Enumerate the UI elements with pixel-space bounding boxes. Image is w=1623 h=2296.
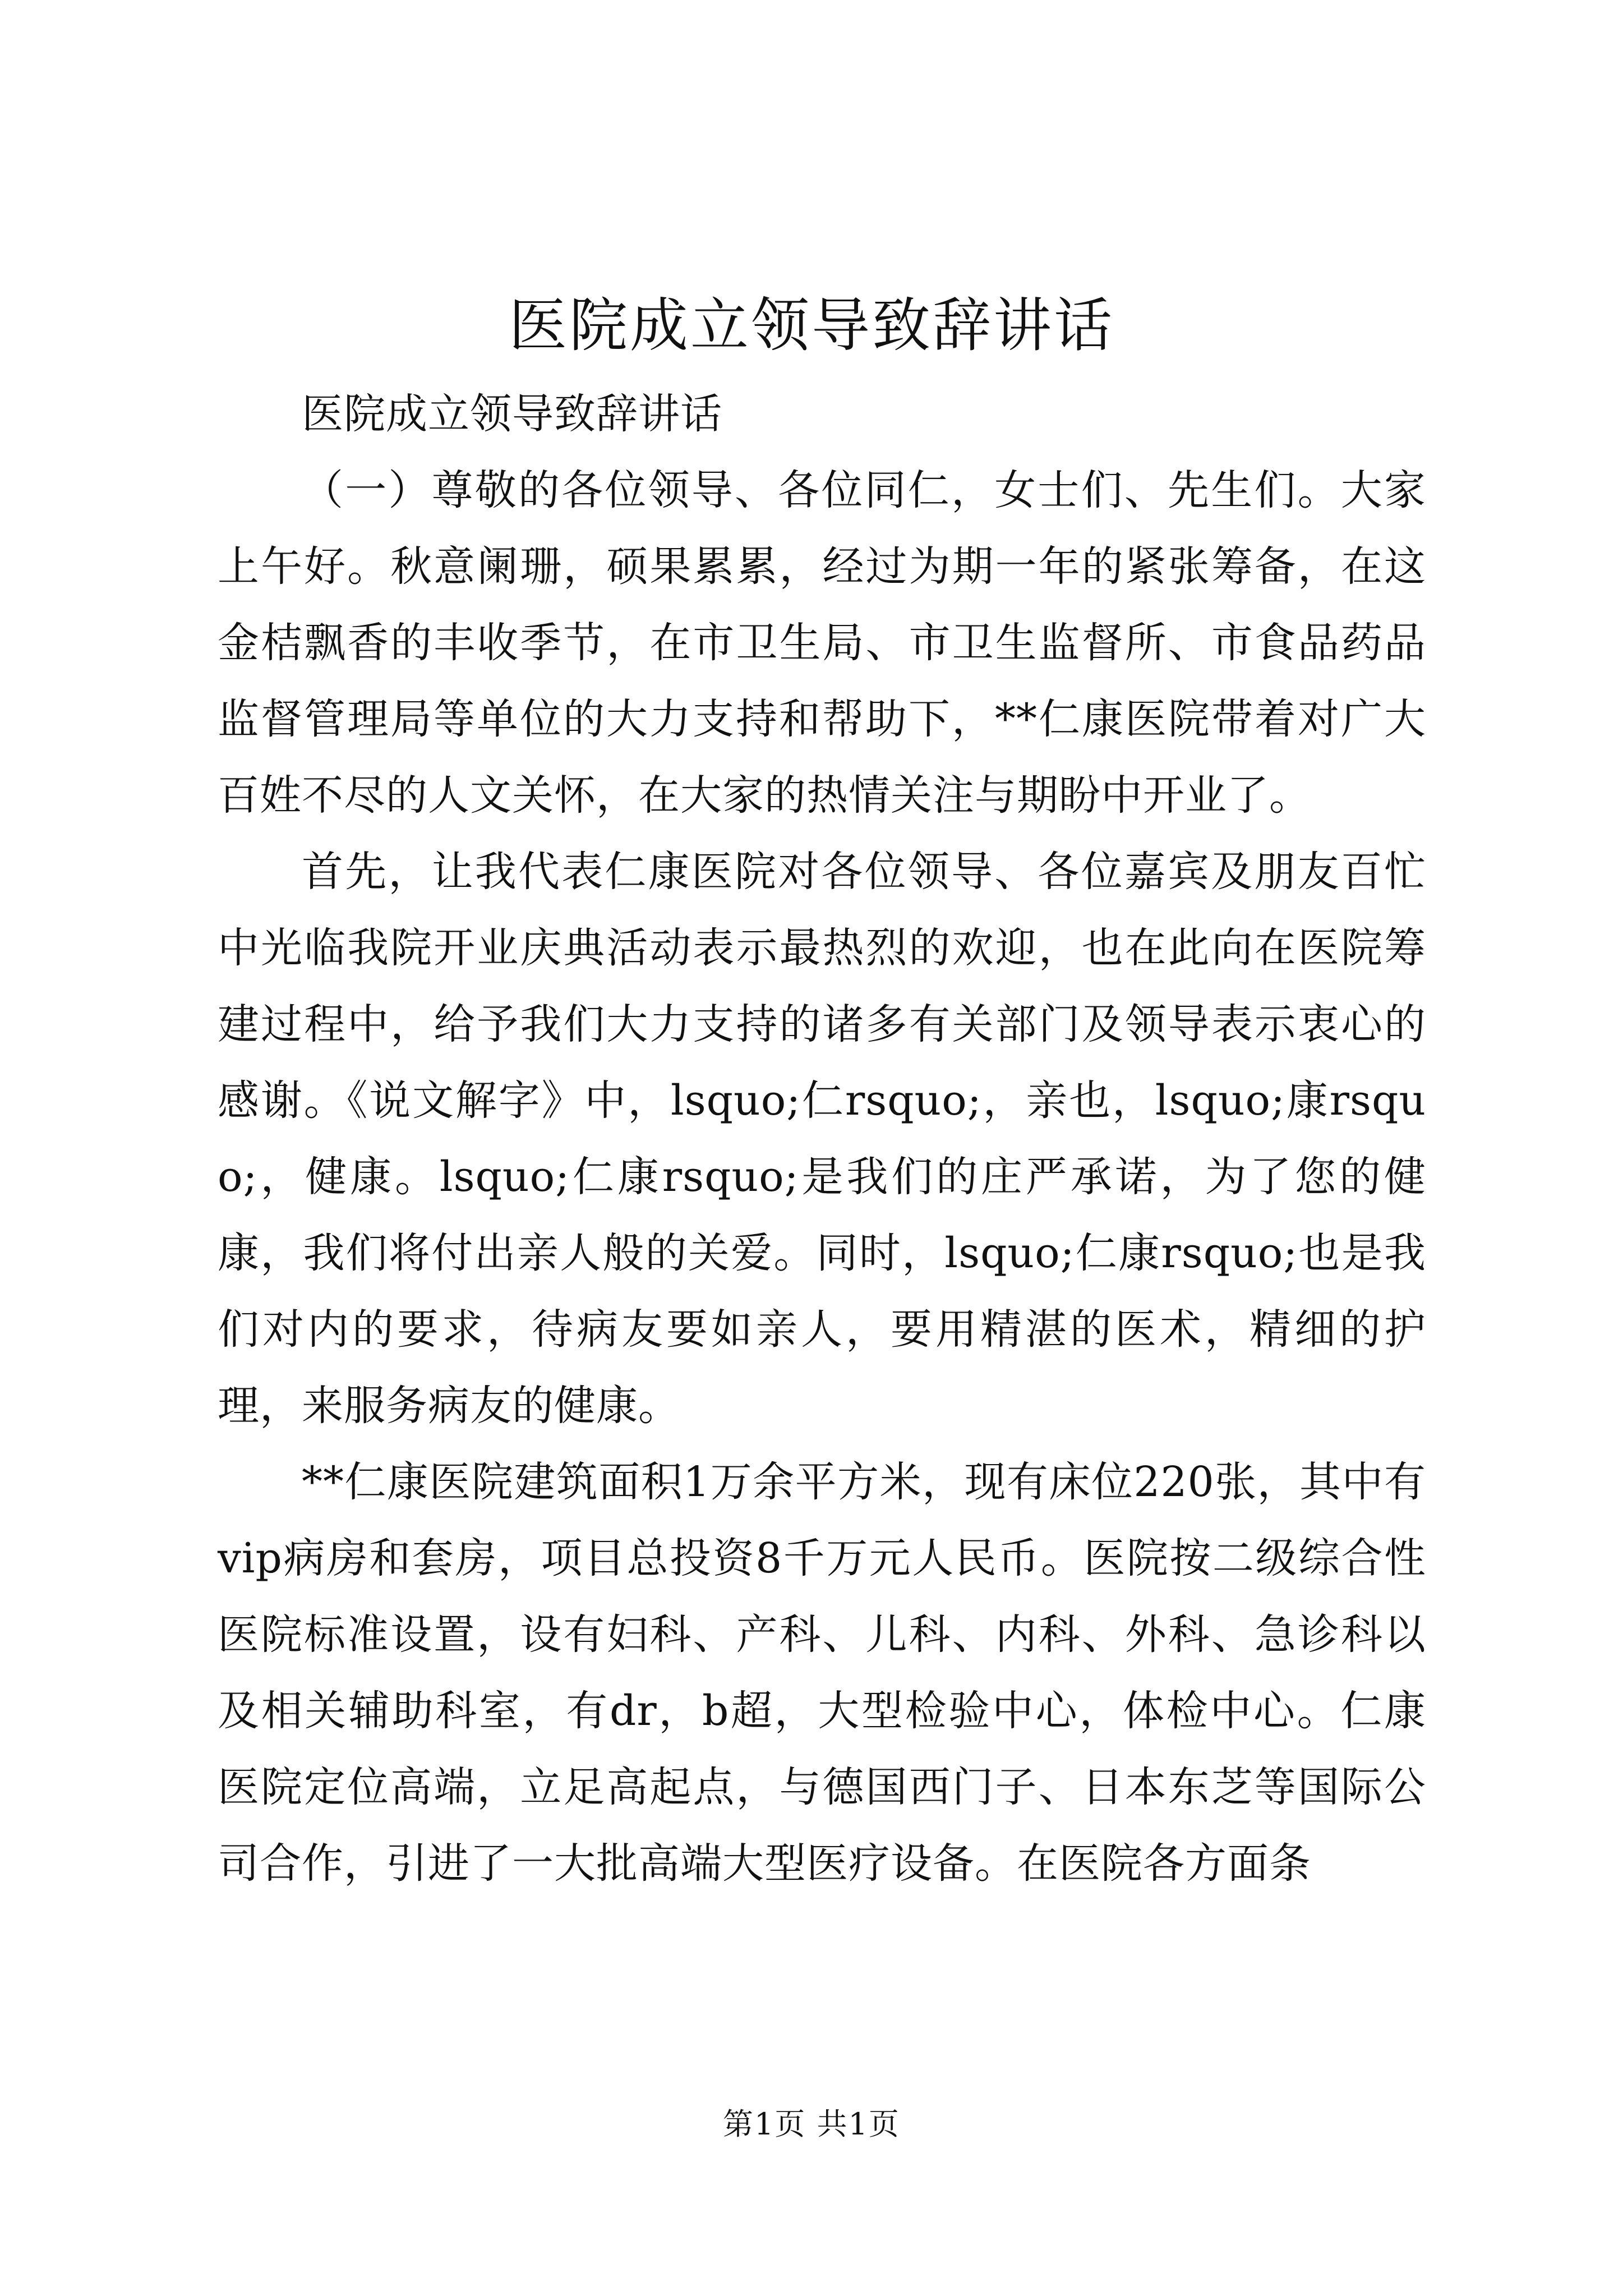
document-title: 医院成立领导致辞讲话 (508, 291, 1114, 360)
document-body (218, 376, 1426, 1902)
paragraph-opening: （一）尊敬的各位领导、各位同仁，女士们、先生们。大家上午好。秋意阑珊，硕果累累，经过为期一年的紧张筹备，在这金桔飘香的丰收季节，在市卫生局、市卫生监督所、市食品药品监督管理局等单位的大力支持和帮助下，**仁康医院带着对广大百姓不尽的人文关怀，在大家的热情关注与期盼中开业了。 (218, 466, 1426, 820)
paragraph-hospital-info: **仁康医院建筑面积1万余平方米，现有床位220张，其中有vip病房和套房，项目总投资8千万元人民币。医院按二级综合性医院标准设置，设有妇科、产科、儿科、内科、外科、急诊科以及相关辅助科室，有dr，b超，大型检验中心，体检中心。仁康医院定位高端，立足高起点，与德国西门子、日本东芝等国际公司合作，引进了一大批高端大型医疗设备。在医院各方面条 (218, 1458, 1426, 1888)
paragraph-subtitle: 医院成立领导致辞讲话 (302, 390, 722, 438)
page-number-footer: 第1页 共1页 (723, 2106, 900, 2142)
paragraph-welcome: 首先，让我代表仁康医院对各位领导、各位嘉宾及朋友百忙中光临我院开业庆典活动表示最热烈的欢迎，也在此向在医院筹建过程中，给予我们大力支持的诸多有关部门及领导表示衷心的感谢。《说文解字》中，lsquo;仁rsquo;，亲也，lsquo;康rsquo;，健康。lsquo;仁康rsquo;是我们的庄严承诺，为了您的健康，我们将付出亲人般的关爱。同时，lsquo;仁康rsquo;也是我们对内的要求，待病友要如亲人，要用精湛的医术，精细的护理，来服务病友的健康。 (218, 848, 1426, 1430)
